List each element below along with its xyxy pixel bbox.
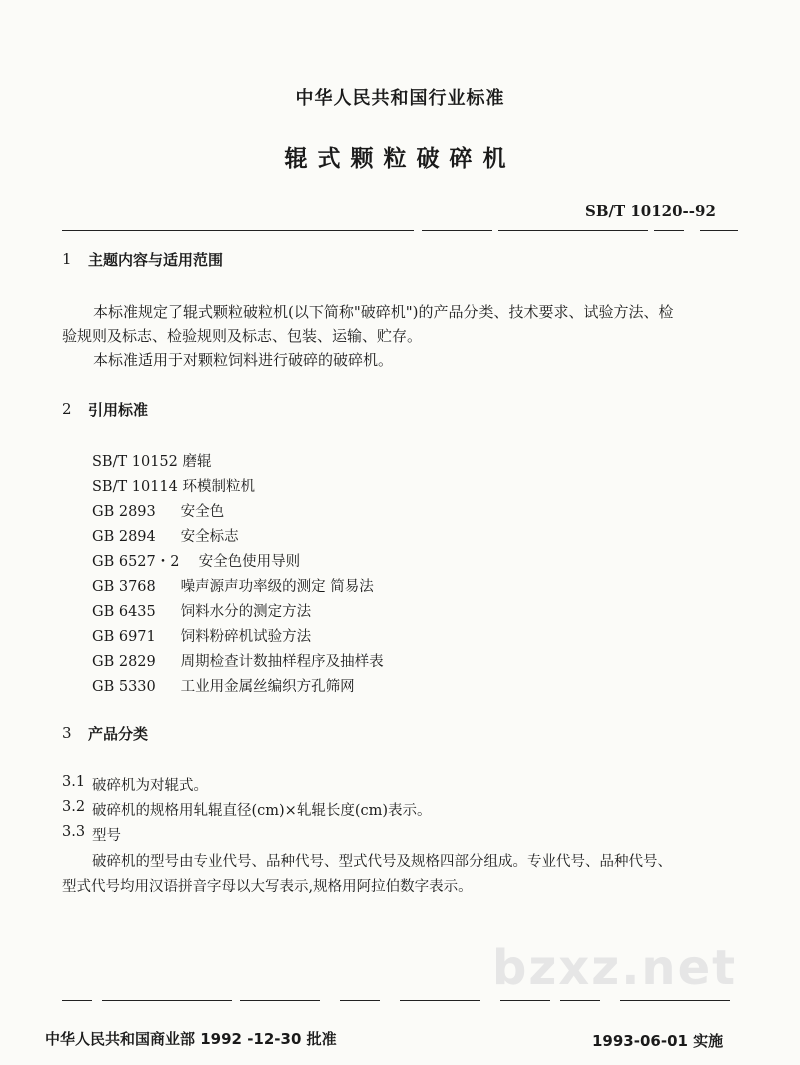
reference-code: GB 6527・2	[92, 554, 180, 570]
clause-number: 3.3	[62, 824, 86, 840]
reference-name: 磨辊	[182, 454, 212, 470]
clause-text: 破碎机的规格用轧辊直径(cm)×轧辊长度(cm)表示。	[92, 803, 432, 819]
document-title: 辊式颗粒破碎机	[284, 146, 516, 172]
reference-name: 工业用金属丝编织方孔筛网	[180, 679, 355, 695]
approval-line: 中华人民共和国商业部 1992 -12-30 批准	[45, 1030, 337, 1048]
reference-name: 噪声源声功率级的测定 简易法	[180, 579, 374, 595]
clause-number: 3.2	[62, 799, 86, 815]
clause-number: 3.1	[62, 774, 86, 790]
reference-item	[92, 575, 374, 596]
reference-name: 安全色使用导则	[198, 554, 301, 570]
reference-name: 饲料水分的测定方法	[180, 604, 312, 620]
reference-name: 环模制粒机	[182, 479, 255, 495]
site-watermark: bzxz.net	[492, 940, 738, 996]
reference-code: SB/T 10114	[92, 479, 178, 495]
reference-name: 安全色	[180, 504, 225, 520]
reference-code: GB 3768	[92, 579, 156, 595]
reference-item	[92, 550, 300, 571]
reference-code: GB 2829	[92, 654, 156, 670]
clause-text: 型号	[92, 828, 121, 844]
reference-code: SB/T 10152	[92, 454, 178, 470]
reference-code: GB 2894	[92, 529, 156, 545]
reference-code: GB 2893	[92, 504, 156, 520]
standard-number: SB/T 10120--92	[585, 202, 716, 220]
section-heading: 引用标准	[88, 401, 149, 419]
scope-paragraph-line2: 验规则及标志、检验规则及标志、包装、运输、贮存。	[62, 327, 423, 345]
section-heading: 产品分类	[88, 725, 149, 743]
implementation-date: 1993-06-01 实施	[592, 1032, 724, 1050]
model-paragraph-line1: 破碎机的型号由专业代号、品种代号、型式代号及规格四部分组成。专业代号、品种代号、	[92, 854, 672, 870]
scope-paragraph-applicability: 本标准适用于对颗粒饲料进行破碎的破碎机。	[93, 351, 394, 369]
section-heading: 主题内容与适用范围	[88, 251, 224, 269]
section-number: 1	[62, 250, 72, 268]
issuing-authority: 中华人民共和国行业标准	[295, 88, 505, 109]
scope-paragraph-line1: 本标准规定了辊式颗粒破粒机(以下简称"破碎机")的产品分类、技术要求、试验方法、检	[93, 303, 674, 321]
reference-name: 周期检查计数抽样程序及抽样表	[180, 654, 384, 670]
reference-item	[92, 600, 311, 621]
reference-code: GB 6435	[92, 604, 156, 620]
reference-name: 安全标志	[180, 529, 239, 545]
reference-name: 饲料粉碎机试验方法	[180, 629, 312, 645]
reference-code: GB 5330	[92, 679, 156, 695]
reference-item	[92, 625, 311, 646]
reference-code: GB 6971	[92, 629, 156, 645]
clause-text: 破碎机为对辊式。	[92, 778, 208, 794]
reference-item	[92, 525, 239, 546]
reference-item	[92, 500, 224, 521]
model-paragraph-line2: 型式代号均用汉语拼音字母以大写表示,规格用阿拉伯数字表示。	[62, 879, 473, 895]
section-number: 3	[62, 724, 72, 742]
reference-item	[92, 450, 212, 471]
reference-item	[92, 675, 355, 696]
reference-item	[92, 475, 255, 496]
section-number: 2	[62, 400, 72, 418]
reference-item	[92, 650, 384, 671]
